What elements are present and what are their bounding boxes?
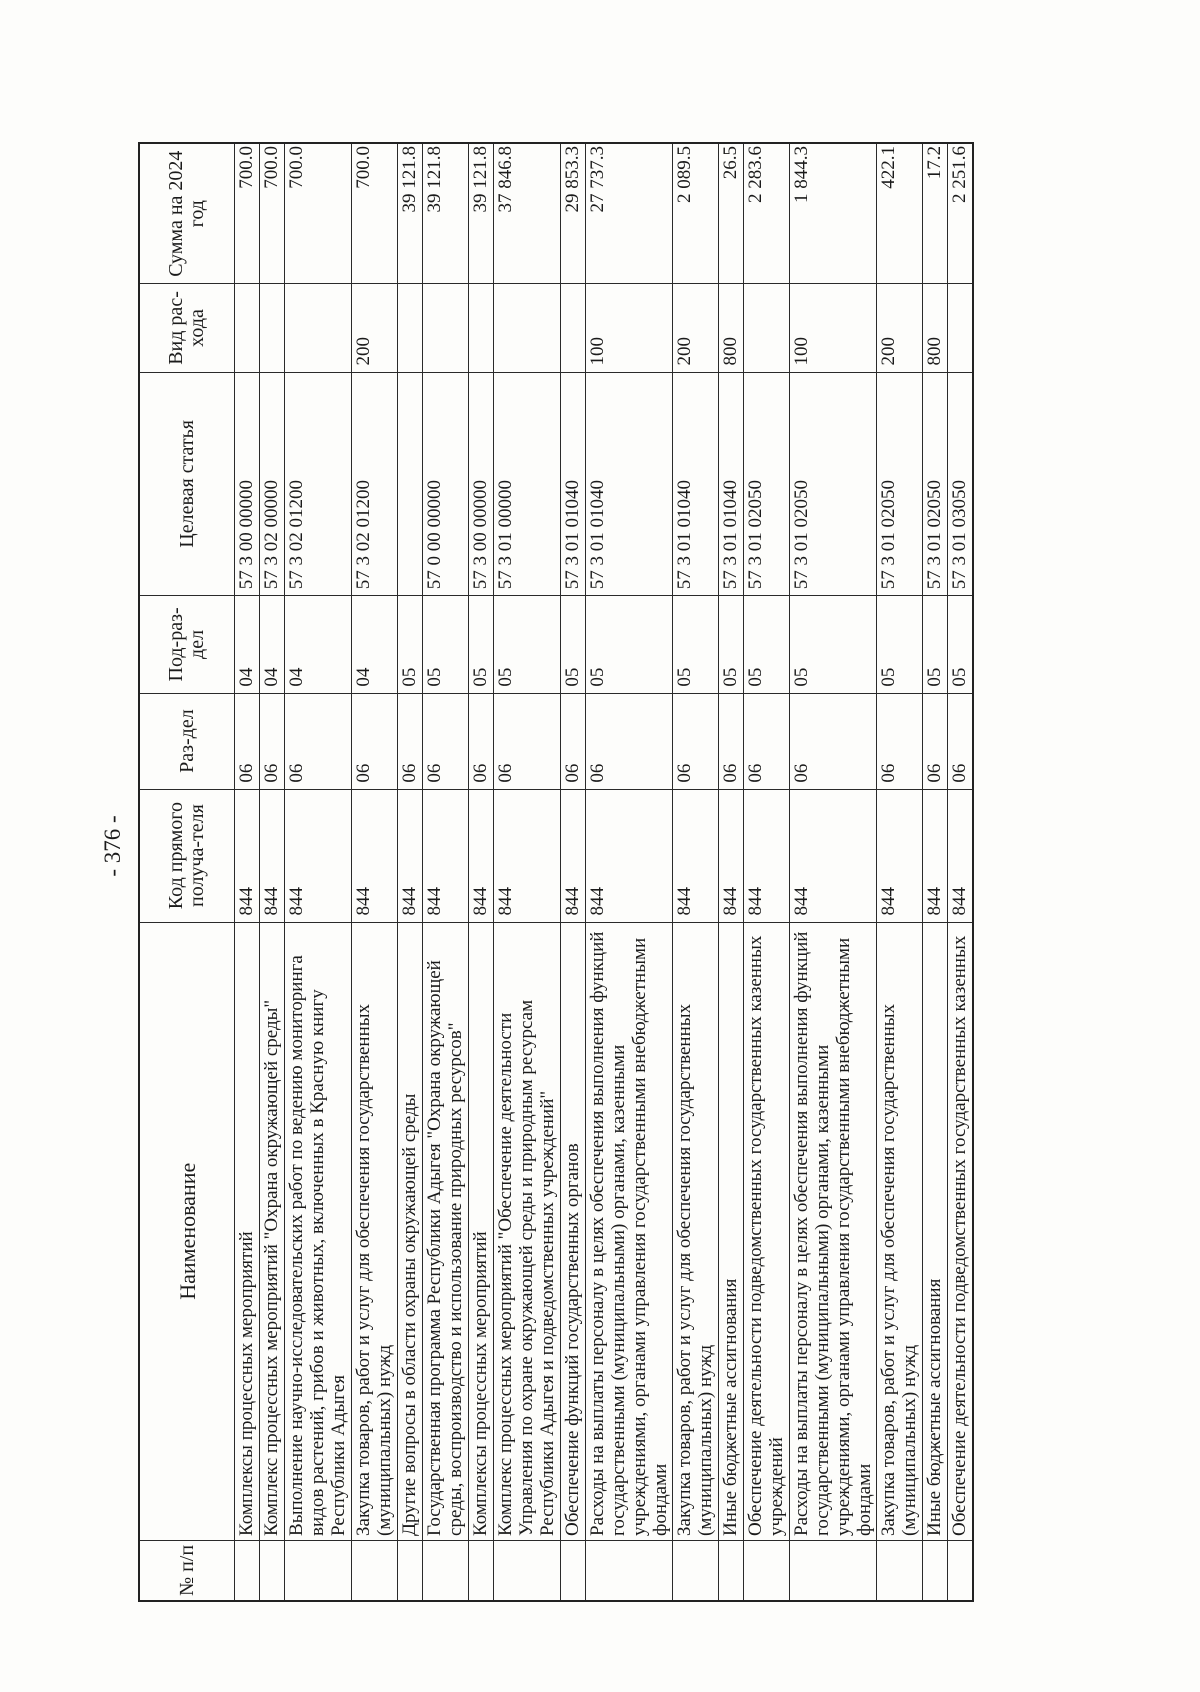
cell-num [673,1540,719,1601]
cell-recipient-code: 844 [790,789,877,922]
cell-expense-type [260,284,285,372]
cell-section: 06 [790,693,877,789]
cell-section: 06 [673,693,719,789]
cell-num [260,1540,285,1601]
cell-name: Расходы на выплаты персоналу в целях обеспечения выполнения функций государственными (муниципальными) органами, казенными учреждениями, органами управления государственными внебюджетными фондами [586,922,673,1540]
cell-sum: 700.0 [260,143,285,284]
cell-expense-type: 100 [586,284,673,372]
cell-recipient-code: 844 [398,789,423,922]
cell-target-article: 57 3 00 00000 [235,372,260,596]
header-target-article: Целевая статья [139,372,235,596]
cell-section: 06 [469,693,494,789]
cell-expense-type: 100 [790,284,877,372]
cell-subsection: 05 [398,596,423,693]
cell-num [352,1540,398,1601]
cell-target-article: 57 3 01 03050 [948,372,974,596]
cell-section: 06 [586,693,673,789]
cell-name: Комплексы процессных мероприятий [469,922,494,1540]
cell-expense-type [744,284,790,372]
table-row [877,143,923,1601]
cell-sum: 700.0 [352,143,398,284]
cell-expense-type [561,284,586,372]
cell-subsection: 04 [260,596,285,693]
cell-target-article: 57 3 01 00000 [494,372,561,596]
cell-subsection: 04 [235,596,260,693]
cell-num [923,1540,948,1601]
cell-sum: 422.1 [877,143,923,284]
cell-expense-type: 200 [352,284,398,372]
cell-recipient-code: 844 [673,789,719,922]
cell-section: 06 [235,693,260,789]
cell-sum: 17.2 [923,143,948,284]
cell-num [494,1540,561,1601]
cell-target-article: 57 3 01 01040 [673,372,719,596]
cell-name: Комплекс процессных мероприятий "Обеспечение деятельности Управления по охране окружающей среды и природным ресурсам Республики Адыгея и подведомственных учреждений" [494,922,561,1540]
cell-num [586,1540,673,1601]
cell-num [877,1540,923,1601]
cell-section: 06 [744,693,790,789]
cell-section: 06 [398,693,423,789]
cell-target-article: 57 3 01 01040 [586,372,673,596]
cell-num [398,1540,423,1601]
header-name: Наименование [139,922,235,1540]
cell-recipient-code: 844 [561,789,586,922]
cell-num [948,1540,974,1601]
cell-sum: 37 846.8 [494,143,561,284]
cell-recipient-code: 844 [586,789,673,922]
cell-recipient-code: 844 [285,789,352,922]
table-row [923,143,948,1601]
cell-recipient-code: 844 [494,789,561,922]
cell-num [561,1540,586,1601]
cell-name: Расходы на выплаты персоналу в целях обеспечения выполнения функций государственными (муниципальными) органами, казенными учреждениями, органами управления государственными внебюджетными фондами [790,922,877,1540]
cell-sum: 26.5 [719,143,744,284]
table-row [586,143,673,1601]
cell-subsection: 05 [561,596,586,693]
page-number: - 376 - [100,815,125,877]
table-body [235,143,974,1601]
cell-section: 06 [423,693,469,789]
cell-section: 06 [352,693,398,789]
header-section: Раз-дел [139,693,235,789]
cell-subsection: 04 [352,596,398,693]
cell-subsection: 05 [923,596,948,693]
table-row [260,143,285,1601]
cell-recipient-code: 844 [423,789,469,922]
cell-num [423,1540,469,1601]
table-header-row [139,143,235,1601]
cell-sum: 39 121.8 [469,143,494,284]
table-row [235,143,260,1601]
cell-section: 06 [260,693,285,789]
cell-expense-type: 200 [877,284,923,372]
cell-section: 06 [719,693,744,789]
cell-num [719,1540,744,1601]
cell-sum: 700.0 [285,143,352,284]
cell-target-article: 57 3 01 01040 [719,372,744,596]
cell-num [469,1540,494,1601]
cell-sum: 700.0 [235,143,260,284]
cell-recipient-code: 844 [352,789,398,922]
cell-recipient-code: 844 [260,789,285,922]
cell-section: 06 [494,693,561,789]
cell-name: Закупка товаров, работ и услуг для обеспечения государственных (муниципальных) нужд [352,922,398,1540]
cell-name: Другие вопросы в области охраны окружающей среды [398,922,423,1540]
cell-target-article [398,372,423,596]
cell-name: Закупка товаров, работ и услуг для обеспечения государственных (муниципальных) нужд [877,922,923,1540]
cell-subsection: 05 [719,596,744,693]
cell-name: Государственная программа Республики Адыгея "Охрана окружающей среды, воспроизводство и использование природных ресурсов" [423,922,469,1540]
cell-sum: 27 737.3 [586,143,673,284]
cell-num [235,1540,260,1601]
cell-num [790,1540,877,1601]
cell-section: 06 [877,693,923,789]
cell-subsection: 05 [790,596,877,693]
cell-expense-type [398,284,423,372]
cell-sum: 2 089.5 [673,143,719,284]
cell-sum: 39 121.8 [423,143,469,284]
cell-target-article: 57 3 02 00000 [260,372,285,596]
cell-subsection: 05 [423,596,469,693]
cell-section: 06 [923,693,948,789]
cell-expense-type [423,284,469,372]
cell-expense-type [285,284,352,372]
cell-section: 06 [561,693,586,789]
header-num: № п/п [139,1540,235,1601]
cell-subsection: 05 [469,596,494,693]
cell-target-article: 57 3 01 01040 [561,372,586,596]
cell-recipient-code: 844 [719,789,744,922]
cell-target-article: 57 3 00 00000 [469,372,494,596]
cell-expense-type [494,284,561,372]
cell-name: Иные бюджетные ассигнования [923,922,948,1540]
cell-subsection: 05 [877,596,923,693]
cell-expense-type: 800 [719,284,744,372]
cell-subsection: 05 [948,596,974,693]
cell-target-article: 57 3 02 01200 [352,372,398,596]
table-row [719,143,744,1601]
header-recipient-code: Код прямого получа-теля [139,789,235,922]
cell-name: Обеспечение функций государственных органов [561,922,586,1540]
cell-recipient-code: 844 [235,789,260,922]
cell-num [285,1540,352,1601]
table-row [673,143,719,1601]
cell-target-article: 57 3 01 02050 [744,372,790,596]
budget-table [138,142,974,1602]
cell-num [744,1540,790,1601]
table-row [790,143,877,1601]
cell-subsection: 05 [494,596,561,693]
cell-target-article: 57 3 01 02050 [790,372,877,596]
cell-section: 06 [285,693,352,789]
cell-name: Обеспечение деятельности подведомственных государственных казенных [948,922,974,1540]
cell-subsection: 05 [586,596,673,693]
cell-sum: 29 853.3 [561,143,586,284]
cell-target-article: 57 3 01 02050 [923,372,948,596]
table-row [423,143,469,1601]
cell-expense-type [235,284,260,372]
cell-subsection: 05 [744,596,790,693]
cell-name: Комплекс процессных мероприятий "Охрана окружающей среды" [260,922,285,1540]
cell-recipient-code: 844 [923,789,948,922]
cell-sum: 1 844.3 [790,143,877,284]
table-row [494,143,561,1601]
cell-section: 06 [948,693,974,789]
table-row [352,143,398,1601]
cell-name: Выполнение научно-исследовательских работ по ведению мониторинга видов растений, грибов и животных, включенных в Красную книгу Республики Адыгея [285,922,352,1540]
table-row [561,143,586,1601]
cell-expense-type [469,284,494,372]
cell-recipient-code: 844 [469,789,494,922]
cell-target-article: 57 0 00 00000 [423,372,469,596]
header-subsection: Под-раз-дел [139,596,235,693]
table-row [469,143,494,1601]
cell-target-article: 57 3 02 01200 [285,372,352,596]
table-row [948,143,974,1601]
cell-target-article: 57 3 01 02050 [877,372,923,596]
cell-sum: 2 283.6 [744,143,790,284]
cell-name: Обеспечение деятельности подведомственных государственных казенных учреждений [744,922,790,1540]
cell-sum: 2 251.6 [948,143,974,284]
cell-name: Комплексы процессных мероприятий [235,922,260,1540]
cell-subsection: 04 [285,596,352,693]
cell-subsection: 05 [673,596,719,693]
table-row [744,143,790,1601]
table-row [398,143,423,1601]
cell-recipient-code: 844 [948,789,974,922]
header-sum-2024: Сумма на 2024 год [139,143,235,284]
cell-expense-type: 800 [923,284,948,372]
header-expense-type: Вид рас-хода [139,284,235,372]
cell-expense-type [948,284,974,372]
cell-recipient-code: 844 [744,789,790,922]
rotated-table-container [138,142,1066,1602]
cell-expense-type: 200 [673,284,719,372]
table-row [285,143,352,1601]
cell-name: Иные бюджетные ассигнования [719,922,744,1540]
cell-recipient-code: 844 [877,789,923,922]
cell-name: Закупка товаров, работ и услуг для обеспечения государственных (муниципальных) нужд [673,922,719,1540]
cell-sum: 39 121.8 [398,143,423,284]
